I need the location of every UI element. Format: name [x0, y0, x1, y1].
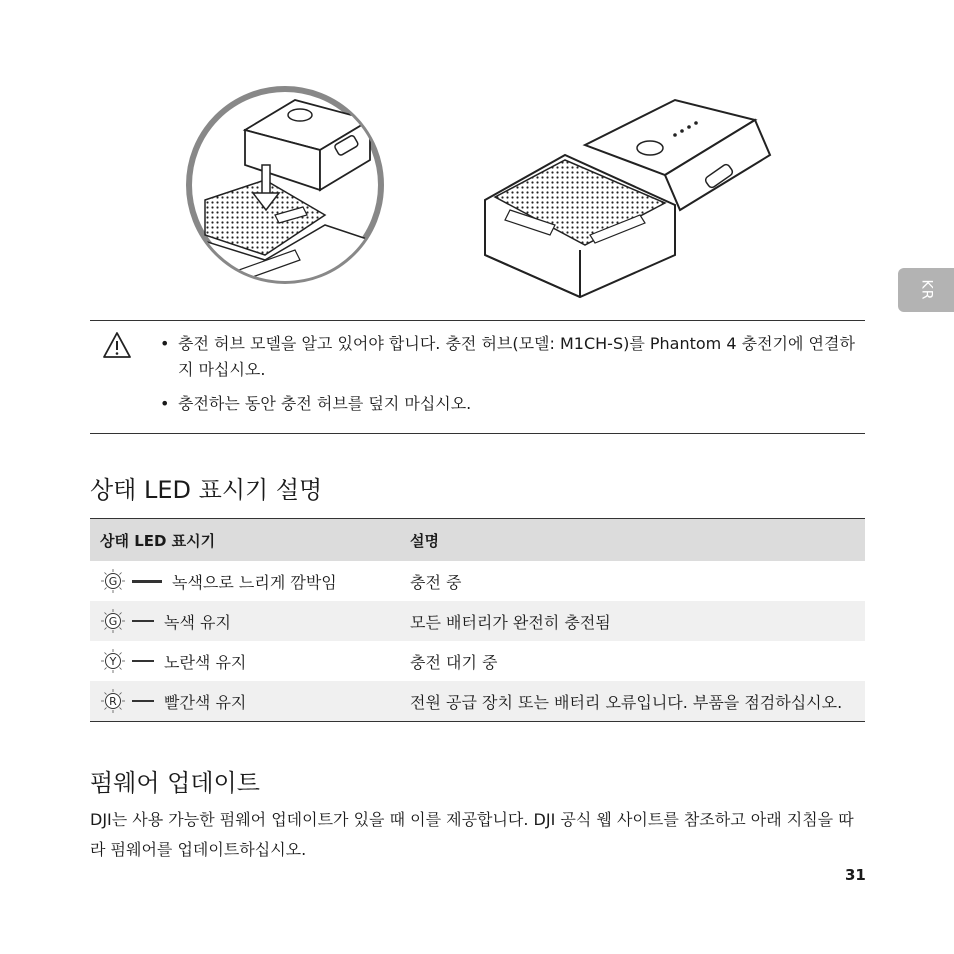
led-header-description: 설명 — [400, 519, 865, 562]
led-description: 모든 배터리가 완전히 충전됨 — [400, 601, 865, 641]
yellow-led-icon — [100, 648, 126, 674]
table-row — [90, 641, 865, 681]
green-led-icon — [100, 568, 126, 594]
led-table — [90, 518, 865, 722]
svg-text:Y: Y — [109, 655, 117, 669]
warning-triangle-icon — [102, 331, 132, 359]
charging-hub-drawing — [185, 85, 785, 305]
led-indicator-cell — [90, 561, 400, 601]
led-table-header — [90, 519, 865, 562]
led-description: 충전 대기 중 — [410, 652, 498, 672]
table-row — [90, 601, 865, 641]
caution-item: • 충전하는 동안 충전 허브를 덮지 마십시오. — [160, 391, 860, 417]
charging-hub-illustration — [185, 85, 785, 305]
svg-text:G: G — [108, 615, 118, 629]
caution-item: • 충전 허브 모델을 알고 있어야 합니다. 충전 허브(모델: M1CH-S)를 Phantom 4 충전기에 연결하지 마십시오. — [160, 331, 860, 383]
blink-slow-dash — [132, 580, 162, 583]
led-indicator-cell — [90, 601, 400, 641]
led-label: 빨간색 유지 — [164, 692, 247, 712]
docked-hub — [485, 100, 770, 297]
led-section-title: 상태 LED 표시기 설명 — [90, 476, 323, 504]
led-indicator-cell — [90, 641, 400, 681]
green-led-icon — [100, 608, 126, 634]
svg-text:R: R — [109, 695, 117, 709]
language-tab — [898, 268, 954, 312]
led-label: 녹색으로 느리게 깜박임 — [172, 572, 337, 592]
page-number: 31 — [845, 866, 866, 884]
led-label: 녹색 유지 — [164, 612, 231, 632]
solid-dash — [132, 620, 154, 622]
led-indicator-cell — [90, 681, 400, 722]
solid-dash — [132, 700, 154, 702]
caution-list — [160, 331, 860, 425]
table-row — [90, 561, 865, 601]
red-led-icon — [100, 688, 126, 714]
language-tab-label: KR — [917, 279, 934, 301]
solid-dash — [132, 660, 154, 662]
firmware-paragraph: DJI는 사용 가능한 펌웨어 업데이트가 있을 때 이를 제공합니다. DJI 공식 웹 사이트를 참조하고 아래 지침을 따라 펌웨어를 업데이트하십시오. — [90, 810, 854, 859]
led-label: 노란색 유지 — [164, 652, 247, 672]
caution-notice — [90, 320, 865, 434]
led-description: 충전 중 — [410, 572, 462, 592]
svg-text:G: G — [108, 575, 118, 589]
closeup-circle — [185, 89, 385, 305]
led-header-indicator: 상태 LED 표시기 — [90, 519, 400, 562]
led-description: 전원 공급 장치 또는 배터리 오류입니다. 부품을 점검하십시오. — [400, 681, 865, 722]
firmware-section-title: 펌웨어 업데이트 — [90, 769, 260, 797]
table-row — [90, 681, 865, 722]
